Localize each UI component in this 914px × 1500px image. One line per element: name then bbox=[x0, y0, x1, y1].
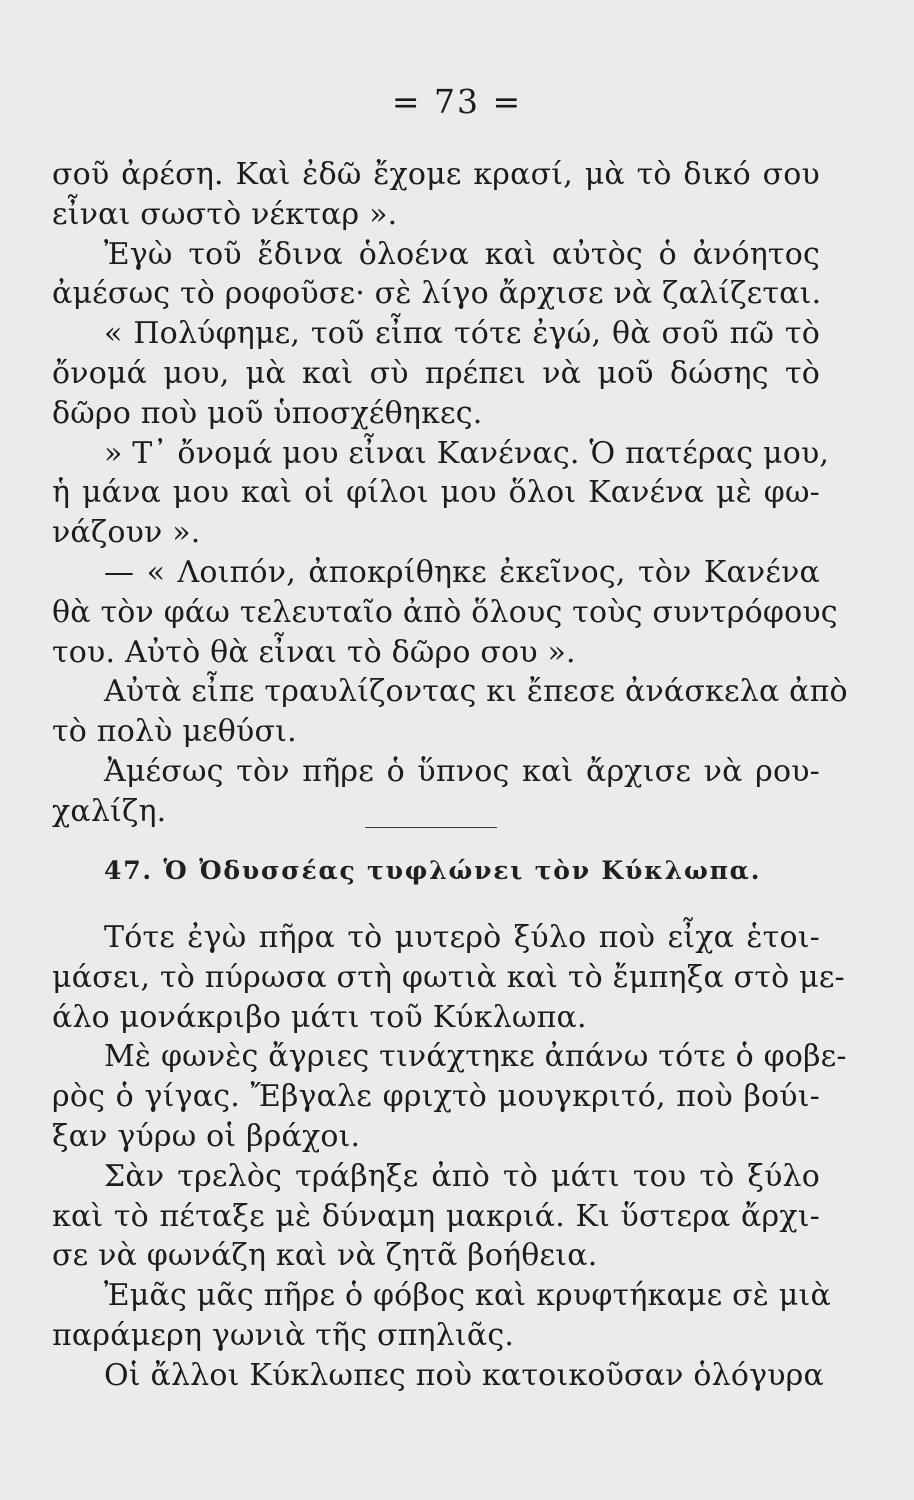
text-line: νάζουν ». bbox=[52, 515, 201, 551]
text-line: Ἀμέσως τὸν πῆρε ὁ ὕπνος καὶ ἄρχισε νὰ ρου- bbox=[104, 753, 820, 789]
text-line: σε νὰ φωνάζη καὶ νὰ ζητᾶ βοήθεια. bbox=[52, 1238, 598, 1274]
text-line: μάσει, τὸ πύρωσα στὴ φωτιὰ καὶ τὸ ἔμπηξα στὸ με- bbox=[52, 959, 845, 995]
text-line: δῶρο ποὺ μοῦ ὑποσχέθηκες. bbox=[52, 395, 483, 431]
text-line: ρὸς ὁ γίγας. Ἔβγαλε φριχτὸ μουγκριτό, ποὺ βούι- bbox=[52, 1079, 820, 1115]
text-line: ἀμέσως τὸ ροφοῦσε· σὲ λίγο ἄρχισε νὰ ζαλίζεται. bbox=[52, 276, 822, 312]
text-line: τὸ πολὺ μεθύσι. bbox=[52, 714, 297, 750]
section-heading: 47. Ὁ Ὀδυσσέας τυφλώνει τὸν Κύκλωπα. bbox=[104, 856, 762, 885]
section-divider bbox=[365, 827, 497, 828]
text-line: ξαν γύρω οἱ βράχοι. bbox=[52, 1118, 361, 1154]
text-line: του. Αὐτὸ θὰ εἶναι τὸ δῶρο σου ». bbox=[52, 634, 576, 670]
text-line: ἡ μάνα μου καὶ οἱ φίλοι μου ὅλοι Κανένα μὲ φω- bbox=[52, 475, 820, 511]
text-line: καὶ τὸ πέταξε μὲ δύναμη μακριά. Κι ὕστερα ἄρχι- bbox=[52, 1198, 820, 1234]
text-line: παράμερη γωνιὰ τῆς σπηλιᾶς. bbox=[52, 1317, 515, 1353]
text-line: Τότε ἐγὼ πῆρα τὸ μυτερὸ ξύλο ποὺ εἶχα ἑτοι- bbox=[104, 920, 820, 955]
text-line: χαλίζη. bbox=[52, 793, 167, 829]
text-line: Ἐγὼ τοῦ ἔδινα ὁλοένα καὶ αὐτὸς ὁ ἀνόητος bbox=[104, 236, 820, 272]
text-line: Αὐτὰ εἶπε τραυλίζοντας κι ἔπεσε ἀνάσκελα ἀπὸ bbox=[104, 674, 848, 710]
text-line: — « Λοιπόν, ἀποκρίθηκε ἐκεῖνος, τὸν Κανένα bbox=[104, 554, 820, 590]
page-number: = 73 = bbox=[391, 82, 523, 121]
text-line: Οἱ ἄλλοι Κύκλωπες ποὺ κατοικοῦσαν ὁλόγυρα bbox=[104, 1357, 824, 1393]
text-line: ὄνομά μου, μὰ καὶ σὺ πρέπει νὰ μοῦ δώσης τὸ bbox=[52, 355, 820, 391]
text-line: Ἐμᾶς μᾶς πῆρε ὁ φόβος καὶ κρυφτήκαμε σὲ μιὰ bbox=[104, 1278, 831, 1314]
text-line: » Τ᾽ ὄνομά μου εἶναι Κανένας. Ὁ πατέρας μου, bbox=[104, 435, 830, 471]
text-line: εἶναι σωστὸ νέκταρ ». bbox=[52, 196, 398, 232]
text-line: σοῦ ἀρέση. Καὶ ἐδῶ ἔχομε κρασί, μὰ τὸ δικό σου bbox=[52, 157, 820, 192]
text-line: θὰ τὸν φάω τελευταῖο ἀπὸ ὅλους τοὺς συντρόφους bbox=[52, 594, 838, 630]
text-line: Σὰν τρελὸς τράβηξε ἀπὸ τὸ μάτι του τὸ ξύλο bbox=[104, 1158, 820, 1194]
text-line: « Πολύφημε, τοῦ εἶπα τότε ἐγώ, θὰ σοῦ πῶ τὸ bbox=[104, 316, 820, 352]
text-line: άλο μονάκριβο μάτι τοῦ Κύκλωπα. bbox=[52, 999, 587, 1035]
text-block-bottom bbox=[52, 918, 847, 1396]
text-line: Μὲ φωνὲς ἄγριες τινάχτηκε ἀπάνω τότε ὁ φοβε- bbox=[104, 1039, 847, 1075]
text-block-top bbox=[52, 155, 848, 832]
